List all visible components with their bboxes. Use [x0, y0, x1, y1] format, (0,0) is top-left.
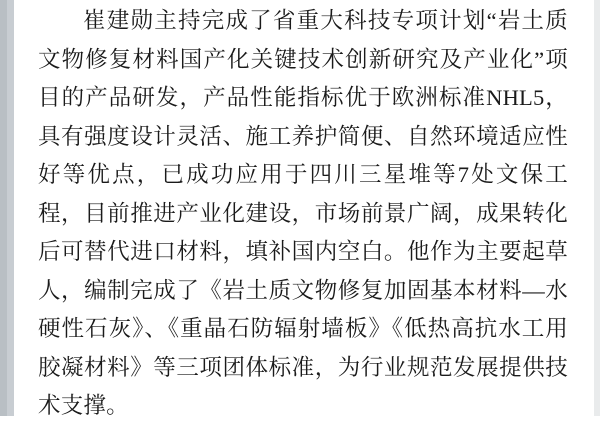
left-accent-bar-inner — [0, 0, 7, 416]
document-content — [38, 0, 568, 416]
left-accent-bar — [0, 0, 14, 416]
right-edge-bar — [594, 0, 600, 416]
document-paragraph: 崔建勋主持完成了省重大科技专项计划“岩土质文物修复材料国产化关键技术创新研究及产业化”项目的产品研发，产品性能指标优于欧洲标准NHL5，具有强度设计灵活、施工养护简便、自然环境适应性好等优点，已成功应用于四川三星堆等7处文保工程，目前推进产业化建设，市场前景广阔，成果转化后可替代进口材料，填补国内空白。他作为主要起草人，编制完成了《岩土质文物修复加固基本材料—水硬性石灰》、《重晶石防辐射墙板》《低热高抗水工用胶凝材料》等三项团体标准，为行业规范发展提供技术支撑。 — [38, 8, 568, 418]
